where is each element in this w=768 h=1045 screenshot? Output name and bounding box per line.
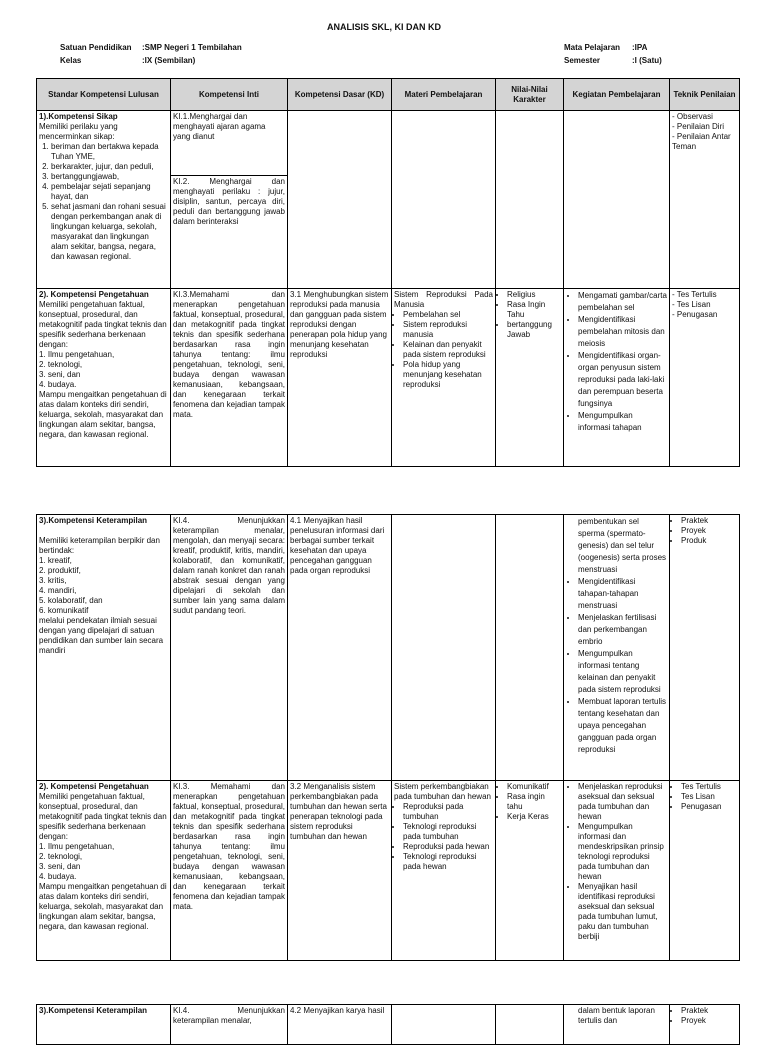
kegiatan-cell: • Mengamati gambar/carta pembelahan sel • Mengidentifikasi pembelahan mitosis dan meiosis • Mengidentifikasi organ-organ penyusun sistem reproduksi pada laki-laki dan perempuan beserta fungsinya • Mengumpulkan informasi tahapan — [564, 289, 670, 467]
teknik-cell: - Observasi - Penilaian Diri - Penilaian Antar Teman — [670, 111, 740, 289]
teknik-cell: - Tes Tertulis - Tes Lisan - Penugasan — [670, 289, 740, 467]
teknik-cell: • Tes Tertulis • Tes Lisan • Penugasan — [670, 781, 740, 961]
materi-cell — [392, 111, 496, 289]
table-row — [37, 1005, 740, 1045]
teknik-cell: • Praktek • Proyek — [670, 1005, 740, 1045]
nilai-cell: • Religius • Rasa Ingin Tahu • bertanggung Jawab — [496, 289, 564, 467]
table-row — [37, 515, 740, 781]
ki-cell: KI.4. Menunjukkan keterampilan menalar, — [171, 1005, 288, 1045]
ki-cell: KI.3.Memahami dan menerapkan pengetahuan faktual, konseptual, prosedural, dan metakognitif pada tingkat teknis dan spesifik sederhana berdasarkan rasa ingin tahunya tentang: ilmu pengetahuan, teknologi, seni, budaya dengan wawasan kemanusiaan, kebangsaan, dan kenegaraan terkait fenomena dan kejadian tampak mata. — [171, 289, 288, 467]
analysis-table-1 — [36, 78, 740, 467]
table-header-row — [37, 79, 740, 111]
materi-cell: Sistem perkembangbiakan pada tumbuhan dan hewan • Reproduksi pada tumbuhan • Teknologi reproduksi pada tumbuhan • Reproduksi pada hewan • Teknologi reproduksi pada hewan — [392, 781, 496, 961]
kd-cell: 4.2 Menyajikan karya hasil — [288, 1005, 392, 1045]
header-kegiatan: Kegiatan Pembelajaran — [564, 79, 670, 111]
meta-semester: Semester :I (Satu) — [564, 56, 662, 65]
kegiatan-cell — [564, 111, 670, 289]
ki-cell: KI.1.Menghargai dan menghayati ajaran agama yang dianut KI.2. Menghargai dan menghayati perilaku : jujur, disiplin, santun, percaya diri, peduli dan bertanggung jawab dalam berinteraksi — [171, 111, 288, 289]
table-row — [37, 111, 740, 289]
kd-cell: 4.1 Menyajikan hasil penelusuran informasi dari berbagai sumber terkait kesehatan dan upaya pencegahan gangguan pada organ reproduksi — [288, 515, 392, 781]
meta-mapel: Mata Pelajaran :IPA — [564, 43, 648, 52]
skl-cell: 2). Kompetensi Pengetahuan Memiliki pengetahuan faktual, konseptual, prosedural, dan metakognitif pada tingkat teknis dan spesifik sederhana berkenaan dengan: 1. Ilmu pengetahuan, 2. teknologi, 3. seni, dan 4. budaya. Mampu mengaitkan pengetahuan di atas dalam konteks diri sendiri, keluarga, sekolah, masyarakat dan lingkungan alam sekitar, bangsa, negara, dan kawasan regional. — [37, 781, 171, 961]
analysis-table-3 — [36, 1004, 740, 1045]
kd-cell — [288, 111, 392, 289]
header-ki: Kompetensi Inti — [171, 79, 288, 111]
materi-cell — [392, 515, 496, 781]
nilai-cell — [496, 515, 564, 781]
meta-kelas: Kelas :IX (Sembilan) — [60, 56, 196, 65]
table-row — [37, 289, 740, 467]
kegiatan-cell: pembentukan sel sperma (spermato-genesis) dan sel telur (oogenesis) serta proses menstruasi • Mengidentifikasi tahapan-tahapan menstruasi • Menjelaskan fertilisasi dan perkembangan embrio • Mengumpulkan informasi tentang kelainan dan penyakit pada sistem reproduksi • Membuat laporan tertulis tentang kesehatan dan upaya pencegahan gangguan pada organ reproduksi — [564, 515, 670, 781]
nilai-cell — [496, 111, 564, 289]
ki-cell: KI.4. Menunjukkan keterampilan menalar, mengolah, dan menyaji secara: kreatif, produktif, kritis, mandiri, kolaboratif, dan komunikatif, dalam ranah konkret dan ranah abstrak sesuai dengan yang dipelajari di sekolah dan sumber lain yang sama dalam sudut pandang teori. — [171, 515, 288, 781]
ki-cell: KI.3. Memahami dan menerapkan pengetahuan faktual, konseptual, prosedural, dan metakognitif pada tingkat teknis dan spesifik sederhana berdasarkan rasa ingin tahunya tentang: ilmu pengetahuan, teknologi, seni, budaya dengan wawasan kemanusiaan, kebangsaan, dan kenegaraan terkait fenomena dan kejadian tampak mata. — [171, 781, 288, 961]
header-teknik: Teknik Penilaian — [670, 79, 740, 111]
meta-satuan: Satuan Pendidikan :SMP Negeri 1 Tembilahan — [60, 43, 242, 52]
skl-cell: 3).Kompetensi Keterampilan Memiliki keterampilan berpikir dan bertindak: 1. kreatif, 2. produktif, 3. kritis, 4. mandiri, 5. kolaboratif, dan 6. komunikatif melalui pendekatan ilmiah sesuai dengan yang dipelajari di satuan pendidikan dan sumber lain secara mandiri — [37, 515, 171, 781]
kd-cell: 3.1 Menghubungkan sistem reproduksi pada manusia dan gangguan pada sistem reproduksi dengan penerapan pola hidup yang menunjang kesehatan reproduksi — [288, 289, 392, 467]
table-row — [37, 781, 740, 961]
header-kd: Kompetensi Dasar (KD) — [288, 79, 392, 111]
kd-cell: 3.2 Menganalisis sistem perkembangbiakan pada tumbuhan dan hewan serta penerapan teknologi pada sistem reproduksi tumbuhan dan hewan — [288, 781, 392, 961]
kegiatan-cell: dalam bentuk laporan tertulis dan — [564, 1005, 670, 1045]
skl-cell: 3).Kompetensi Keterampilan — [37, 1005, 171, 1045]
nilai-cell — [496, 1005, 564, 1045]
materi-cell: Sistem Reproduksi Pada Manusia • Pembelahan sel • Sistem reproduksi manusia • Kelainan dan penyakit pada sistem reproduksi • Pola hidup yang menunjang kesehatan reproduksi — [392, 289, 496, 467]
page-title: ANALISIS SKL, KI DAN KD — [326, 22, 441, 32]
skl-cell: 2). Kompetensi Pengetahuan Memiliki pengetahuan faktual, konseptual, prosedural, dan metakognitif pada tingkat teknis dan spesifik sederhana berkenaan dengan: 1. Ilmu pengetahuan, 2. teknologi, 3. seni, dan 4. budaya. Mampu mengaitkan pengetahuan di atas dalam konteks diri sendiri, keluarga, sekolah, masyarakat dan lingkungan alam sekitar, bangsa, negara, dan kawasan regional. — [37, 289, 171, 467]
header-skl: Standar Kompetensi Lulusan — [37, 79, 171, 111]
skl-cell: 1).Kompetensi Sikap Memiliki perilaku yang mencerminkan sikap: 1. beriman dan bertakwa kepada Tuhan YME, 2. berkarakter, jujur, dan peduli, 3. bertanggungjawab, 4. pembelajar sejati sepanjang hayat, dan 5. sehat jasmani dan rohani sesuai dengan perkembangan anak di lingkungan keluarga, sekolah, masyarakat dan lingkungan alam sekitar, bangsa, negara, dan kawasan regional. — [37, 111, 171, 289]
teknik-cell: • Praktek • Proyek • Produk — [670, 515, 740, 781]
nilai-cell: • Komunikatif • Rasa ingin tahu • Kerja Keras — [496, 781, 564, 961]
materi-cell — [392, 1005, 496, 1045]
kegiatan-cell: • Menjelaskan reproduksi aseksual dan seksual pada tumbuhan dan hewan • Mengumpulkan informasi dan mendeskripsikan prinsip teknologi reproduksi pada tumbuhan dan hewan • Menyajikan hasil identifikasi reproduksi aseksual dan seksual pada tumbuhan lumut, paku dan tumbuhan berbiji — [564, 781, 670, 961]
header-materi: Materi Pembelajaran — [392, 79, 496, 111]
analysis-table-2 — [36, 514, 740, 961]
header-nilai: Nilai-Nilai Karakter — [496, 79, 564, 111]
